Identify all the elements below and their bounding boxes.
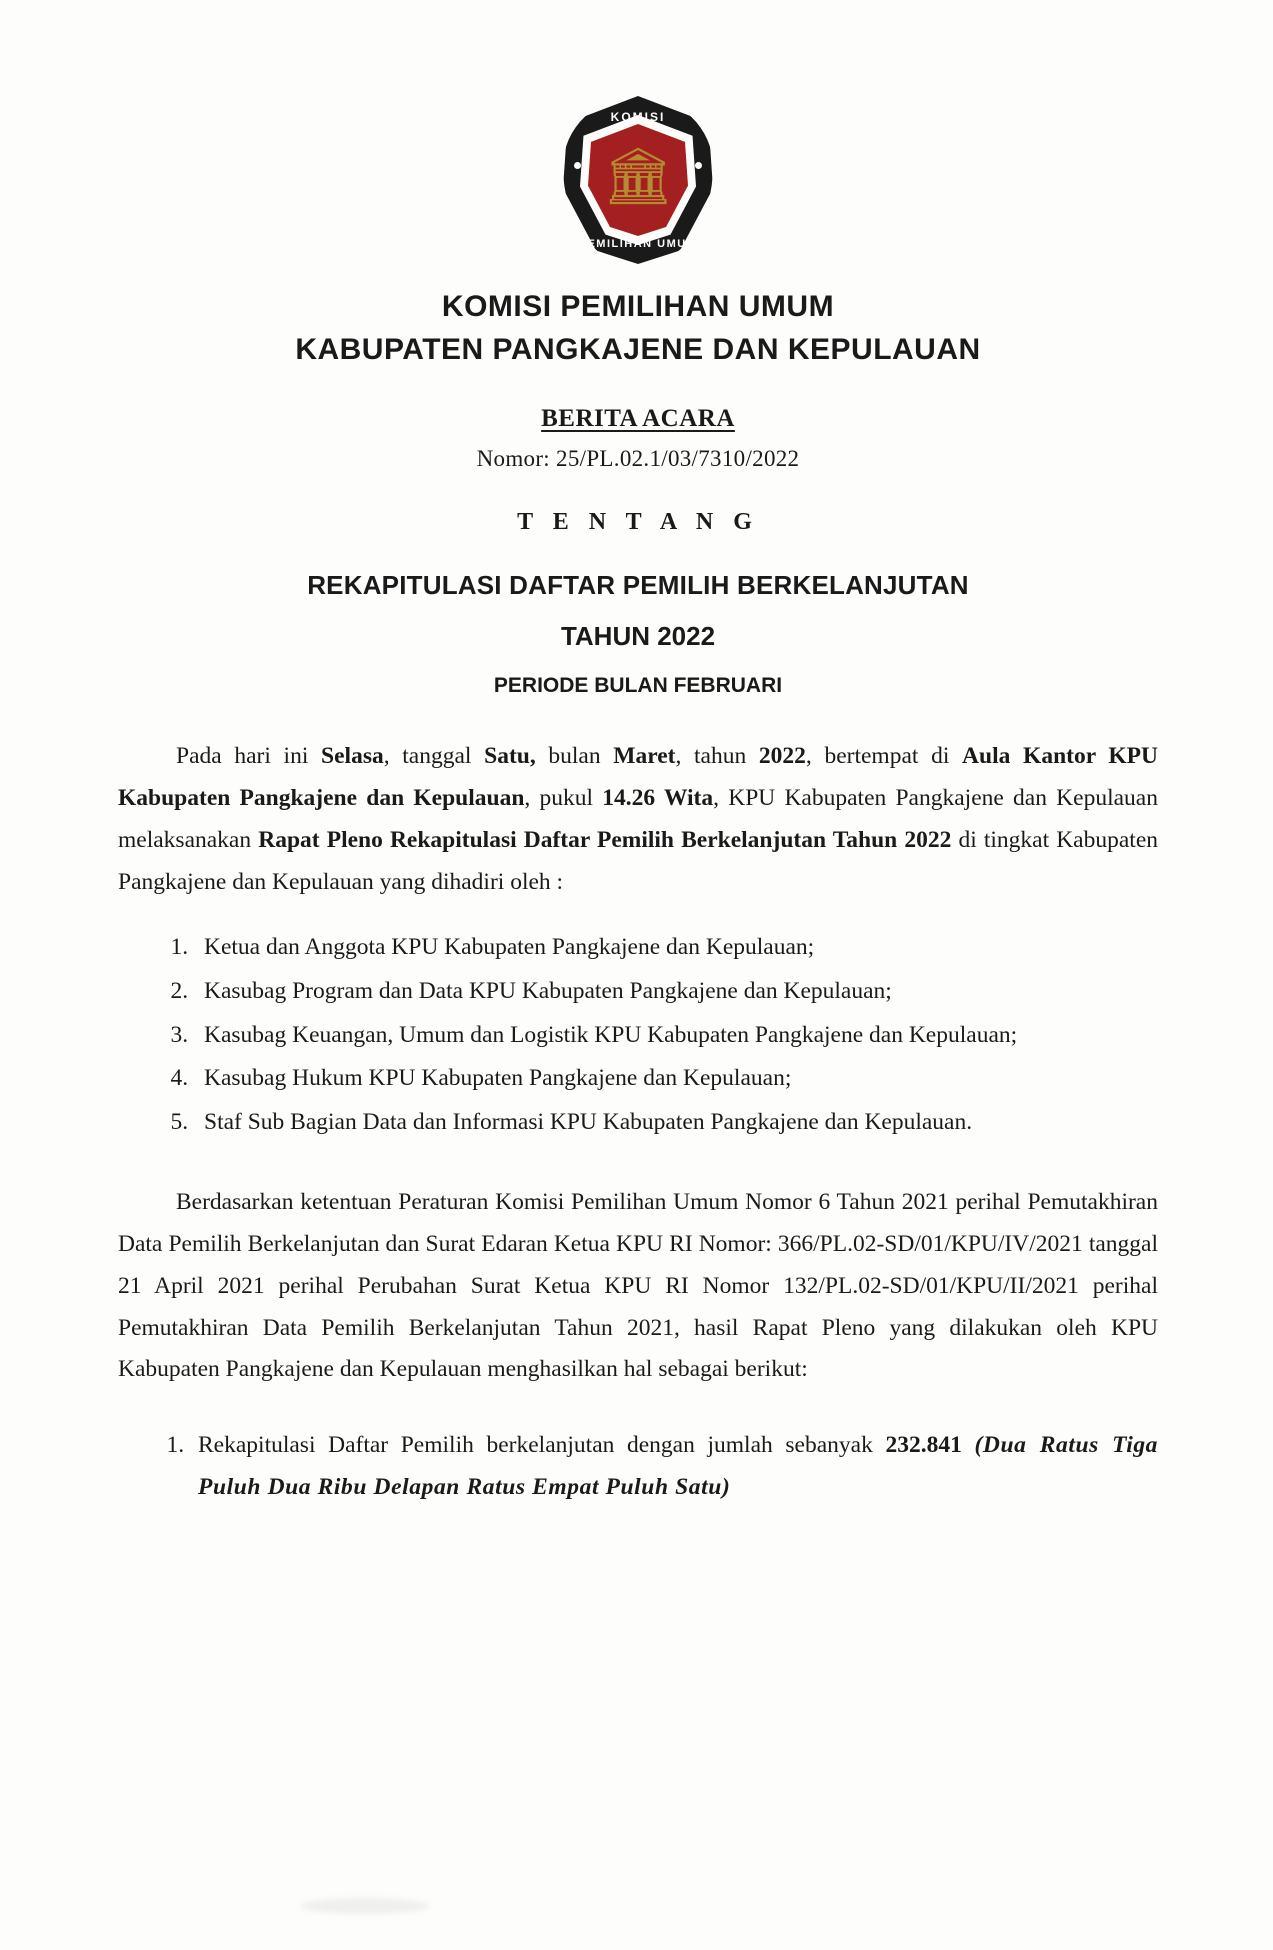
logo-dot-right [695,162,702,169]
tentang-heading: T E N T A N G [517,509,759,536]
document-subject-year: TAHUN 2022 [560,621,716,652]
document-subject: REKAPITULASI DAFTAR PEMILIH BERKELANJUTAN [307,570,969,601]
result-item1-number: 232.841 [885,1432,962,1459]
document-type-heading: BERITA ACARA [541,405,735,433]
opening-text-h: di tingkat Kabupaten Pangkajene dan Kepulauan yang dihadiri oleh : [118,826,1159,895]
attendees-list [118,927,1158,1144]
organization-title [118,286,1158,371]
document-number: Nomor: 25/PL.02.1/03/7310/2022 [476,446,800,472]
list-item: 2. Kasubag Program dan Data KPU Kabupaten Pangkajene dan Kepulauan; [194,971,1158,1013]
kpu-logo-icon [563,96,713,264]
list-item [190,1425,1158,1509]
opening-text-b: , tanggal [383,743,485,770]
org-title-line1: KOMISI PEMILIHAN UMUM [441,290,835,323]
opening-text-d: , tahun [675,743,759,770]
document-period: PERIODE BULAN FEBRUARI [493,674,783,698]
opening-year: 2022 [758,743,806,770]
logo-text-bottom: PEMILIHAN UMUM [578,238,698,250]
garuda-emblem-icon: 🏛 [602,146,674,208]
opening-month: Maret [613,743,676,770]
logo-text-top: KOMISI [610,110,666,124]
list-item: 3. Kasubag Keuangan, Umum dan Logistik KPU Kabupaten Pangkajene dan Kepulauan; [194,1015,1158,1057]
list-item: 5. Staf Sub Bagian Data dan Informasi KPU Kabupaten Pangkajene dan Kepulauan. [194,1102,1158,1144]
results-list [118,1425,1158,1509]
result-item1-words: (Dua Ratus Tiga Puluh Dua Ribu Delapan Ratus Empat Puluh Satu) [198,1432,1159,1501]
basis-paragraph: Berdasarkan ketentuan Peraturan Komisi Pemilihan Umum Nomor 6 Tahun 2021 perihal Pemutakhiran Data Pemilih Berkelanjutan dan Surat Edaran Ketua KPU RI Nomor: 366/PL.02-SD/01/KPU/IV/2021 tanggal 21 April 2021 perihal Perubahan Surat Ketua KPU RI Nomor 132/PL.02-SD/01/KPU/II/2021 perihal Pemutakhiran Data Pemilih Berkelanjutan Tahun 2021, hasil Rapat Pleno yang dilakukan oleh KPU Kabupaten Pangkajene dan Kepulauan menghasilkan hal sebagai berikut: [118,1189,1158,1383]
opening-day: Selasa [321,743,384,770]
document-content [118,0,1158,1509]
opening-text-e: , bertempat di [805,743,963,770]
opening-paragraph [118,736,1158,903]
opening-venue: Aula Kantor KPU Kabupaten Pangkajene dan Kepulauan [118,743,1158,812]
opening-time: 14.26 Wita [602,785,714,812]
list-item: 4. Kasubag Hukum KPU Kabupaten Pangkajene dan Kepulauan; [194,1058,1158,1100]
opening-text-f: , pukul [524,785,603,812]
list-item: 1. Ketua dan Anggota KPU Kabupaten Pangkajene dan Kepulauan; [194,927,1158,969]
logo-dot-left [574,162,581,169]
scan-artifact [300,1898,430,1914]
opening-text-g: , KPU Kabupaten Pangkajene dan Kepulauan melaksanakan [118,785,1158,853]
logo-container [118,0,1158,264]
org-title-line2: KABUPATEN PANGKAJENE DAN KEPULAUAN [295,332,981,366]
opening-event: Rapat Pleno Rekapitulasi Daftar Pemilih Berkelanjutan Tahun 2022 [258,826,952,853]
result-item1-text: Rekapitulasi Daftar Pemilih berkelanjutan dengan jumlah sebanyak [198,1432,886,1459]
opening-text-c: bulan [535,743,614,770]
opening-text-a: Pada hari ini [176,743,322,770]
opening-date: Satu, [484,743,536,770]
